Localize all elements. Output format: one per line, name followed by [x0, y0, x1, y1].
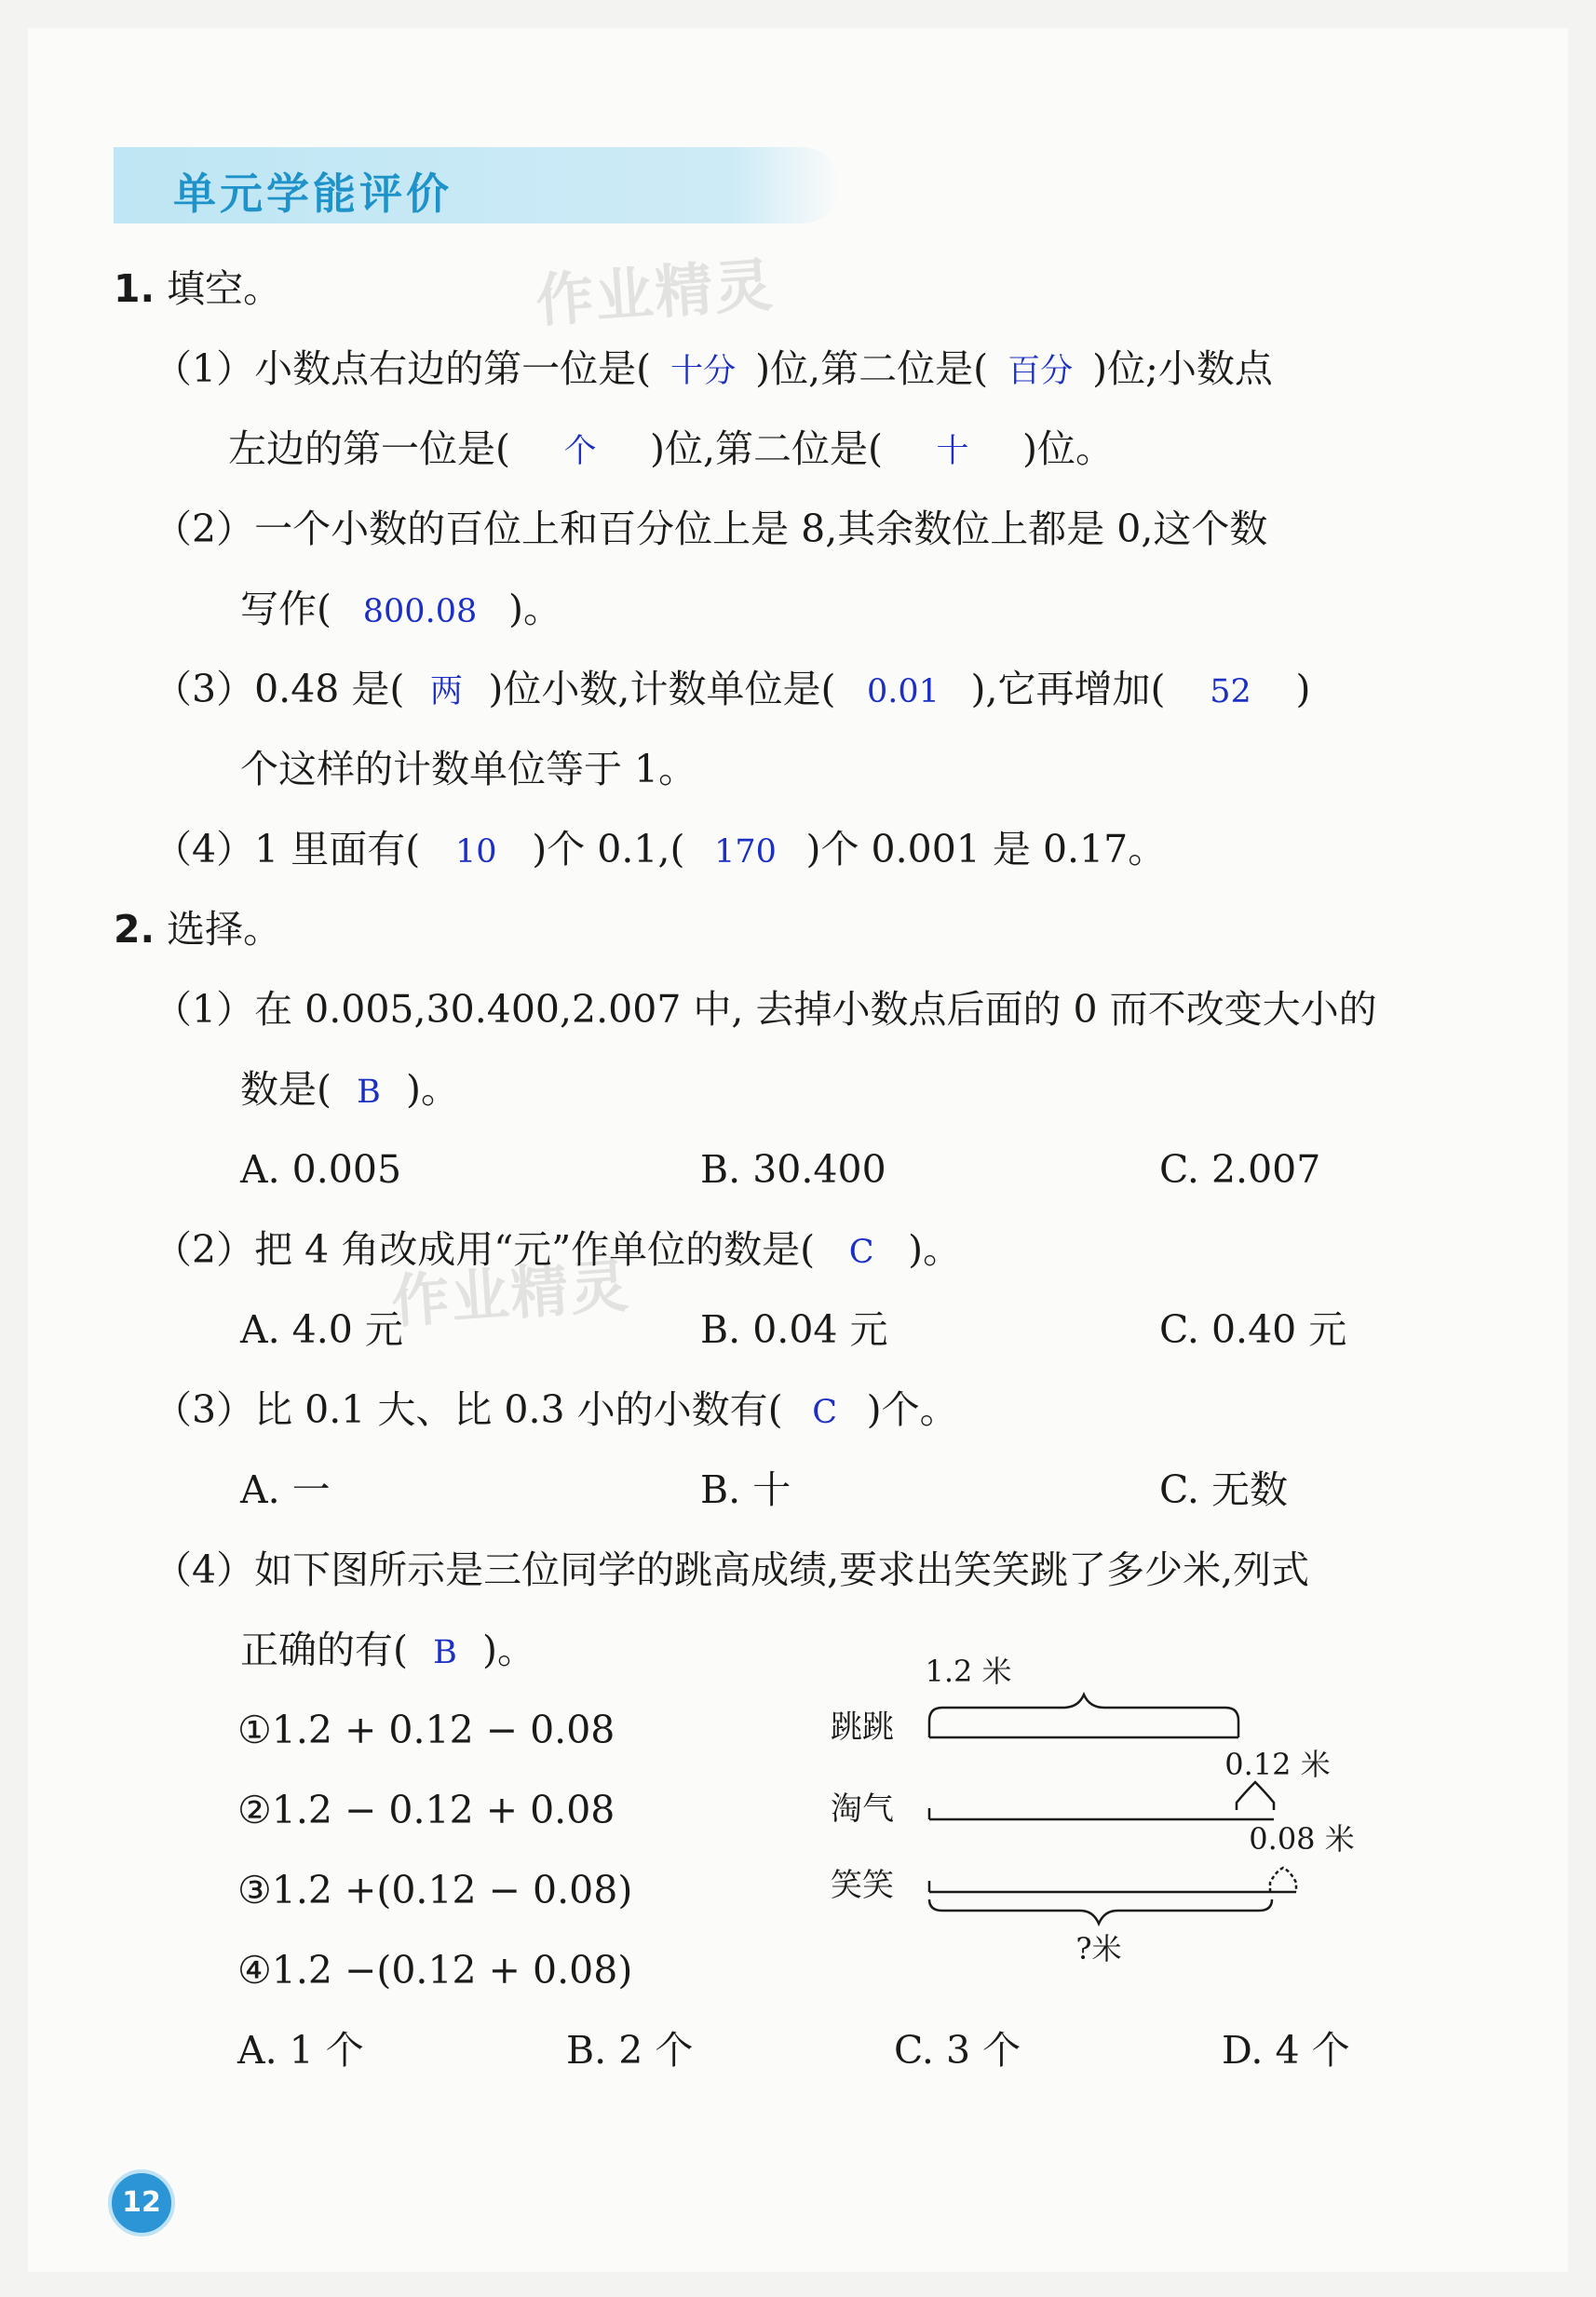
answer-text: 0.01 — [866, 673, 940, 710]
option: C. 2.007 — [1159, 1147, 1321, 1192]
formula: ②1.2 − 0.12 + 0.08 — [237, 1788, 615, 1832]
formula: ④1.2 −(0.12 + 0.08) — [237, 1948, 633, 1993]
answer-text: 十 — [936, 433, 969, 470]
label-diff2: 0.08 米 — [1249, 1821, 1355, 1857]
option: B. 0.04 元 — [700, 1307, 888, 1352]
section-banner — [114, 147, 840, 223]
text: )个。 — [866, 1387, 958, 1432]
text: 比 0.1 大、比 0.3 小的小数有( — [254, 1387, 783, 1432]
text: 数是( — [240, 1067, 331, 1112]
text: )位。 — [1022, 426, 1115, 471]
text: )位小数,计数单位是( — [488, 667, 836, 711]
part-label: （2） — [154, 507, 255, 551]
name-xiaoxiao: 笑笑 — [831, 1867, 894, 1904]
answer-text: 百分 — [1008, 353, 1074, 390]
text: )位,第二位是( — [755, 346, 989, 391]
text: ),它再增加( — [970, 667, 1166, 711]
text: 小数点右边的第一位是( — [254, 346, 652, 391]
text: ) — [1295, 667, 1311, 711]
part-label: （1） — [154, 346, 255, 391]
option: B. 30.400 — [700, 1147, 886, 1192]
text: 如下图所示是三位同学的跳高成绩,要求出笑笑跳了多少米,列式 — [254, 1547, 1310, 1592]
answer-text: 10 — [454, 833, 497, 871]
label-bottom: ?米 — [1075, 1931, 1122, 1966]
text: )个 0.1,( — [532, 827, 685, 872]
text: 写作( — [240, 587, 331, 631]
answer-text: 800.08 — [362, 593, 478, 630]
q2-part3 — [154, 1387, 958, 1432]
text: 在 0.005,30.400,2.007 中, 去掉小数点后面的 0 而不改变大小的 — [254, 987, 1377, 1032]
formula: ③1.2 +(0.12 − 0.08) — [237, 1868, 633, 1912]
text: 左边的第一位是( — [228, 426, 510, 471]
part-label: （3） — [154, 667, 255, 711]
answer-text: 52 — [1210, 673, 1251, 710]
label-diff1: 0.12 米 — [1224, 1747, 1331, 1782]
answer-text: B — [433, 1634, 457, 1671]
answer-text: 170 — [714, 833, 777, 871]
watermark: 作业精灵 — [534, 250, 777, 335]
text: )。 — [406, 1067, 459, 1112]
text: )位;小数点 — [1092, 346, 1273, 391]
q1-part1-line2 — [228, 426, 1115, 471]
option: B. 十 — [700, 1467, 791, 1512]
text: 一个小数的百位上和百分位上是 8,其余数位上都是 0,这个数 — [254, 507, 1268, 551]
text: )。 — [908, 1227, 962, 1272]
option: C. 3 个 — [894, 2028, 1021, 2073]
q2-part4-line1 — [154, 1547, 1310, 1592]
answer-text: 十分 — [670, 353, 737, 390]
answer-text: 两 — [429, 673, 463, 710]
option: A. 一 — [240, 1467, 331, 1512]
text: )位,第二位是( — [650, 426, 884, 471]
text: )。 — [482, 1628, 535, 1672]
q1-part2-line1 — [154, 507, 1268, 551]
option: A. 1 个 — [237, 2028, 364, 2073]
brace-diff1 — [1237, 1782, 1274, 1810]
text: )。 — [508, 587, 561, 631]
q1-part2-line2 — [240, 587, 561, 631]
answer-text: C — [812, 1394, 838, 1431]
option: A. 4.0 元 — [240, 1307, 403, 1352]
q2-part4-line2 — [240, 1628, 535, 1672]
text: 正确的有( — [240, 1628, 408, 1672]
section-title: 单元学能评价 — [173, 169, 453, 219]
question-title: 选择。 — [167, 907, 282, 952]
q1-part4 — [154, 827, 1167, 872]
option: C. 无数 — [1159, 1467, 1288, 1512]
brace-diff2 — [1270, 1868, 1296, 1892]
option: C. 0.40 元 — [1159, 1307, 1347, 1352]
question-title: 填空。 — [167, 266, 282, 311]
text: 个这样的计数单位等于 1。 — [240, 747, 697, 791]
name-tiaotiao: 跳跳 — [831, 1709, 894, 1746]
question-number: 1. — [114, 266, 156, 311]
label-top: 1.2 米 — [925, 1654, 1012, 1689]
name-taoqi: 淘气 — [831, 1790, 894, 1828]
q2-part2 — [154, 1227, 962, 1272]
question-2-heading — [114, 907, 282, 952]
watermark: 作业精灵 — [389, 1251, 632, 1336]
brace-bottom — [929, 1899, 1272, 1924]
option: A. 0.005 — [240, 1147, 402, 1192]
q2-part1-line1 — [154, 987, 1377, 1032]
text: 把 4 角改成用“元”作单位的数是( — [254, 1227, 816, 1272]
part-label: （2） — [154, 1227, 255, 1272]
text: 1 里面有( — [254, 827, 421, 872]
text: 0.48 是( — [254, 667, 405, 711]
jump-height-diagram — [819, 1648, 1490, 1983]
q1-part3-line2 — [240, 747, 697, 791]
text: )个 0.001 是 0.17。 — [805, 827, 1167, 872]
answer-text: C — [848, 1234, 874, 1271]
answer-text: 个 — [563, 433, 597, 470]
q1-part3-line1 — [154, 667, 1311, 711]
question-number: 2. — [114, 907, 156, 952]
answer-text: B — [357, 1074, 381, 1111]
option: B. 2 个 — [566, 2028, 694, 2073]
page-number: 12 — [108, 2169, 175, 2236]
formula: ①1.2 + 0.12 − 0.08 — [237, 1708, 615, 1752]
part-label: （4） — [154, 1547, 255, 1592]
question-1-heading — [114, 266, 282, 311]
brace-top — [929, 1695, 1238, 1721]
option: D. 4 个 — [1222, 2028, 1350, 2073]
part-label: （4） — [154, 827, 255, 872]
part-label: （3） — [154, 1387, 255, 1432]
part-label: （1） — [154, 987, 255, 1032]
q1-part1-line1 — [154, 346, 1273, 391]
q2-part1-line2 — [240, 1067, 459, 1112]
